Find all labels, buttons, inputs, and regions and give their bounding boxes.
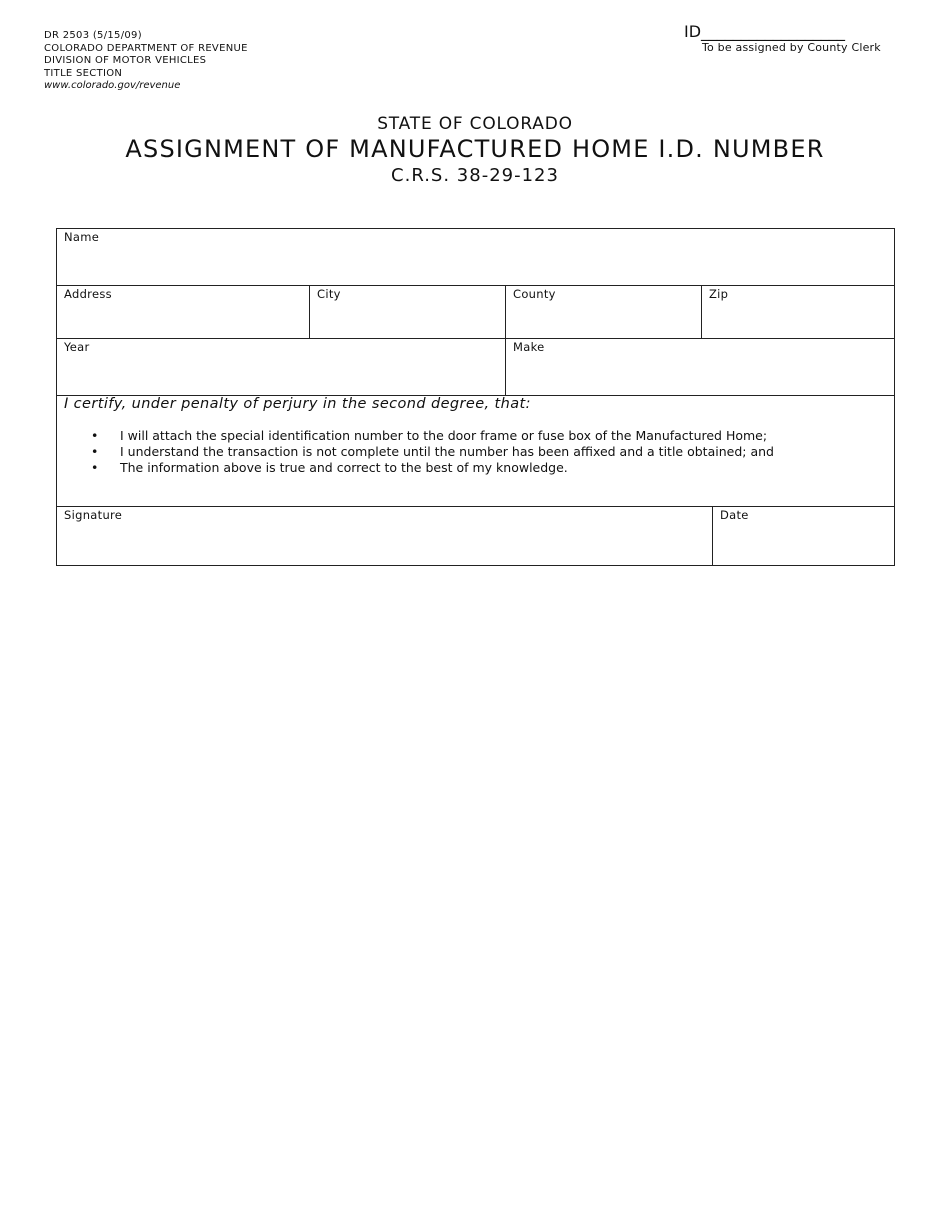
agency-header — [44, 30, 248, 93]
id-number-block — [684, 22, 894, 54]
address-label: Address — [64, 287, 112, 301]
form-fields-box — [56, 228, 895, 566]
form-title-block — [0, 113, 950, 189]
certification-item: • I will attach the special identification number to the door frame or fuse box of the Manufactured Home; — [91, 428, 774, 444]
department-name: COLORADO DEPARTMENT OF REVENUE — [44, 42, 248, 54]
name-field[interactable] — [57, 229, 894, 285]
statute-reference: C.R.S. 38-29-123 — [391, 165, 559, 186]
vehicle-row — [57, 339, 894, 396]
division-name: DIVISION OF MOTOR VEHICLES — [44, 55, 207, 66]
state-heading: STATE OF COLORADO — [377, 114, 573, 134]
certification-intro: I certify, under penalty of perjury in the second degree, that: — [64, 396, 531, 412]
date-field[interactable] — [712, 507, 894, 565]
zip-field[interactable] — [701, 286, 894, 338]
website-link[interactable]: www.colorado.gov/revenue — [44, 80, 181, 91]
make-field[interactable] — [505, 339, 894, 395]
county-field[interactable] — [505, 286, 701, 338]
make-label: Make — [513, 340, 545, 354]
address-row — [57, 286, 894, 339]
city-label: City — [317, 287, 341, 301]
city-field[interactable] — [309, 286, 505, 338]
signature-row — [57, 507, 894, 565]
certification-item: • The information above is true and correct to the best of my knowledge. — [91, 460, 774, 476]
certification-section — [57, 396, 894, 507]
certification-item: • I understand the transaction is not complete until the number has been affixed and a title obtained; and — [91, 444, 774, 460]
address-field[interactable] — [57, 286, 309, 338]
name-row — [57, 229, 894, 286]
date-label: Date — [720, 508, 749, 522]
certification-list — [91, 428, 774, 476]
name-label: Name — [64, 230, 100, 244]
form-title: ASSIGNMENT OF MANUFACTURED HOME I.D. NUMBER — [125, 135, 825, 163]
zip-label: Zip — [709, 287, 729, 301]
section-name: TITLE SECTION — [44, 67, 123, 79]
signature-label: Signature — [64, 508, 123, 522]
id-number-field[interactable]: ID__________________ — [684, 22, 846, 41]
form-number: DR 2503 (5/15/09) — [44, 30, 142, 41]
signature-field[interactable] — [57, 507, 712, 565]
county-label: County — [513, 287, 556, 301]
id-number-note: To be assigned by County Clerk — [702, 41, 881, 54]
year-field[interactable] — [57, 339, 505, 395]
year-label: Year — [64, 340, 90, 354]
